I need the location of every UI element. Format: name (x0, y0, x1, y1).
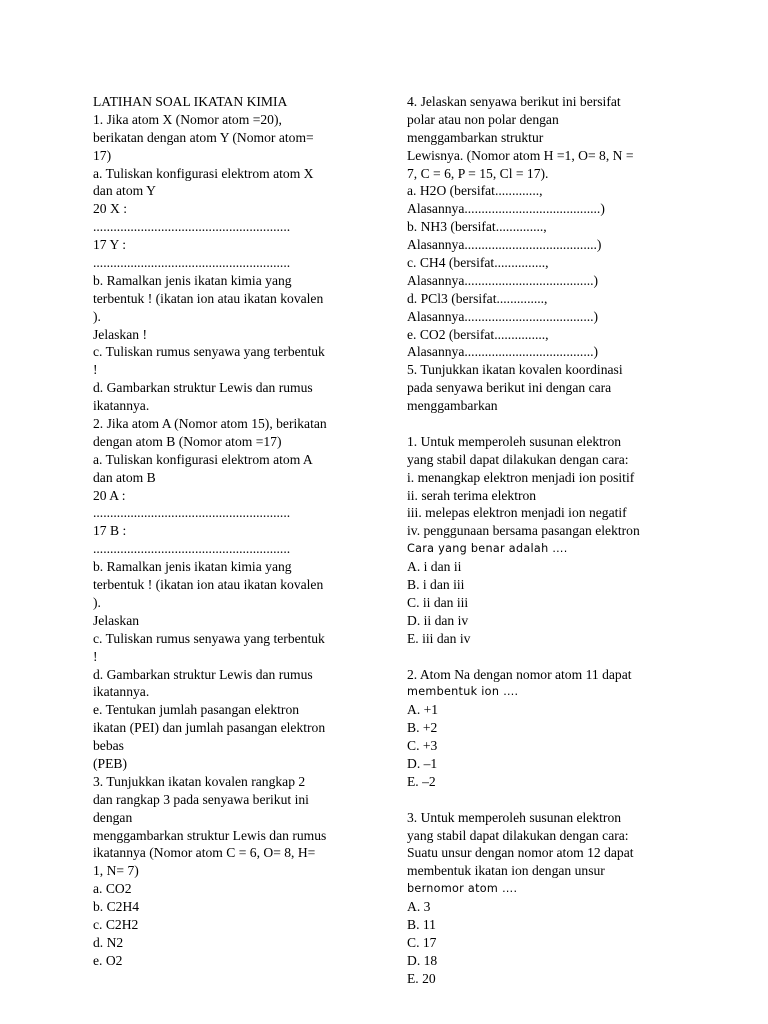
right-column (407, 93, 697, 988)
text-line: b. C2H4 (93, 899, 140, 915)
text-line: i. menangkap elektron menjadi ion positif (407, 469, 635, 485)
text-line: 4. Jelaskan senyawa berikut ini bersifat (407, 94, 621, 109)
text-line: ! (93, 362, 98, 378)
text-line: A. 3 (407, 899, 431, 915)
text-line: Lewisnya. (Nomor atom H =1, O= 8, N = (407, 147, 634, 163)
text-line: dan atom Y (93, 183, 156, 199)
text-line: 1. Untuk memperoleh susunan elektron (407, 433, 622, 449)
text-line: iv. penggunaan bersama pasangan elektron (407, 523, 640, 539)
text-line: dengan (93, 809, 133, 825)
text-line: ). (93, 594, 101, 610)
text-line: 17) (93, 147, 112, 163)
text-line: Alasannya.......................................) (407, 237, 602, 253)
text-line: terbentuk ! (ikatan ion atau ikatan kovalen (93, 290, 324, 306)
text-line: .......................................................... (93, 219, 291, 235)
text-line: ). (93, 308, 101, 324)
text-line: .......................................................... (93, 255, 291, 271)
text-line: d. N2 (93, 934, 124, 950)
text-line: D. ii dan iv (407, 612, 469, 628)
text-line: 2. Jika atom A (Nomor atom 15), berikatan (93, 416, 327, 432)
text-line: c. CH4 (bersifat..............., (407, 255, 549, 271)
text-line: 17 B : (93, 523, 127, 539)
text-line: .......................................................... (93, 541, 291, 557)
text-line: D. –1 (407, 755, 438, 771)
text-line: a. Tuliskan konfigurasi elektrom atom A (93, 451, 313, 467)
text-line: ikatan (PEI) dan jumlah pasangan elektron (93, 720, 326, 736)
text-line: Suatu unsur dengan nomor atom 12 dapat (407, 845, 634, 861)
text-line: ii. serah terima elektron (407, 487, 537, 503)
text-line: membentuk ikatan ion dengan unsur (407, 863, 605, 879)
text-line: C. 17 (407, 934, 437, 950)
blank-line (407, 415, 697, 433)
text-line: c. C2H2 (93, 916, 139, 932)
text-line: b. NH3 (bersifat.............., (407, 219, 547, 235)
text-line: C. +3 (407, 738, 438, 754)
left-column (93, 93, 383, 970)
text-line: a. CO2 (93, 881, 132, 897)
text-line: iii. melepas elektron menjadi ion negatif (407, 505, 627, 521)
text-line: ikatannya (Nomor atom C = 6, O= 8, H= (93, 845, 316, 861)
text-line: LATIHAN SOAL IKATAN KIMIA (93, 94, 288, 109)
text-line: Alasannya......................................) (407, 272, 599, 288)
text-line: E. 20 (407, 970, 436, 986)
text-line: a. H2O (bersifat............., (407, 183, 543, 199)
text-line: b. Ramalkan jenis ikatan kimia yang (93, 272, 292, 288)
text-line: bernomor atom …. (407, 882, 518, 896)
text-line: 2. Atom Na dengan nomor atom 11 dapat (407, 666, 632, 682)
text-line: menggambarkan struktur (407, 129, 544, 145)
text-line: Jelaskan ! (93, 326, 147, 342)
text-line: polar atau non polar dengan (407, 111, 559, 127)
text-line: b. Ramalkan jenis ikatan kimia yang (93, 559, 292, 575)
multiple-choice-2 (407, 666, 697, 791)
text-line: membentuk ion …. (407, 685, 519, 699)
text-line: ikatannya. (93, 684, 150, 700)
blank-line (407, 648, 697, 666)
text-line: dan rangkap 3 pada senyawa berikut ini (93, 791, 309, 807)
text-line: Alasannya........................................) (407, 201, 605, 217)
text-line: A. i dan ii (407, 559, 462, 575)
text-line: E. –2 (407, 773, 436, 789)
text-line: c. Tuliskan rumus senyawa yang terbentuk (93, 344, 325, 360)
text-line: A. +1 (407, 702, 439, 718)
text-line: 1, N= 7) (93, 863, 139, 879)
essay-questions (407, 93, 697, 415)
text-line: B. 11 (407, 916, 436, 932)
text-line: E. iii dan iv (407, 630, 471, 646)
text-line: e. CO2 (bersifat..............., (407, 326, 549, 342)
text-line: yang stabil dapat dilakukan dengan cara: (407, 827, 629, 843)
text-line: Cara yang benar adalah …. (407, 542, 568, 556)
text-line: 1. Jika atom X (Nomor atom =20), (93, 111, 282, 127)
text-line: Jelaskan (93, 612, 140, 628)
text-line: ikatannya. (93, 398, 150, 414)
text-line: Alasannya......................................) (407, 308, 599, 324)
text-line: 20 X : (93, 201, 127, 217)
text-line: B. +2 (407, 720, 438, 736)
text-line: 5. Tunjukkan ikatan kovalen koordinasi (407, 362, 623, 378)
text-line: dan atom B (93, 469, 156, 485)
text-line: d. Gambarkan struktur Lewis dan rumus (93, 380, 313, 396)
text-line: e. Tentukan jumlah pasangan elektron (93, 702, 300, 718)
text-line: ! (93, 648, 98, 664)
text-line: terbentuk ! (ikatan ion atau ikatan kovalen (93, 577, 324, 593)
blank-line (407, 791, 697, 809)
text-line: d. Gambarkan struktur Lewis dan rumus (93, 666, 313, 682)
text-line: D. 18 (407, 952, 438, 968)
text-line: B. i dan iii (407, 577, 465, 593)
text-line: dengan atom B (Nomor atom =17) (93, 433, 282, 449)
text-line: d. PCl3 (bersifat.............., (407, 290, 548, 306)
text-line: (PEB) (93, 755, 127, 771)
text-line: e. O2 (93, 952, 123, 968)
text-line: pada senyawa berikut ini dengan cara (407, 380, 612, 396)
text-line: berikatan dengan atom Y (Nomor atom= (93, 129, 314, 145)
multiple-choice-1 (407, 433, 697, 648)
multiple-choice-3 (407, 809, 697, 988)
text-line: c. Tuliskan rumus senyawa yang terbentuk (93, 630, 325, 646)
text-line: menggambarkan struktur Lewis dan rumus (93, 827, 327, 843)
text-line: 20 A : (93, 487, 126, 503)
text-line: yang stabil dapat dilakukan dengan cara: (407, 451, 629, 467)
text-line: Alasannya......................................) (407, 344, 599, 360)
text-line: a. Tuliskan konfigurasi elektrom atom X (93, 165, 314, 181)
text-line: .......................................................... (93, 505, 291, 521)
text-line: menggambarkan (407, 398, 498, 414)
text-line: 17 Y : (93, 237, 126, 253)
text-line: 3. Untuk memperoleh susunan elektron (407, 809, 622, 825)
text-line: 3. Tunjukkan ikatan kovalen rangkap 2 (93, 773, 306, 789)
text-line: C. ii dan iii (407, 594, 469, 610)
text-line: bebas (93, 738, 124, 754)
text-line: 7, C = 6, P = 15, Cl = 17). (407, 165, 549, 181)
